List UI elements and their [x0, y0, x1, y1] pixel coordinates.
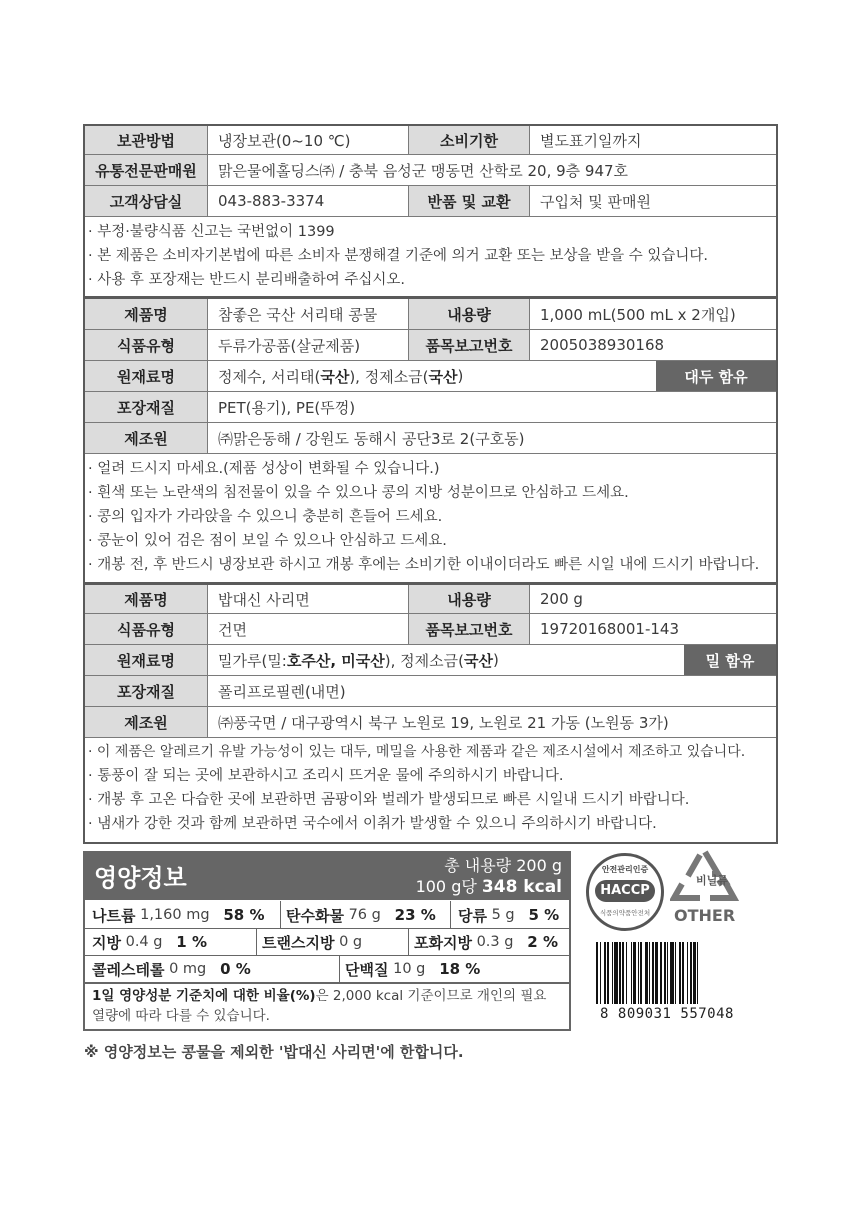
p2-package-label: 포장재질: [85, 676, 207, 706]
barcode-bar: [600, 942, 601, 1004]
barcode-bar: [612, 942, 613, 1004]
p2-type-label: 식품유형: [85, 614, 207, 644]
barcode-number: 8 809031 557048: [600, 1006, 734, 1022]
barcode-bar: [655, 942, 659, 1004]
storage-value: 냉장보관(0~10 ℃): [218, 131, 351, 150]
nutrient-fat: [92, 929, 207, 955]
barcode-bar: [596, 942, 598, 1004]
sodium-amount: 1,160 mg: [140, 907, 210, 923]
protein-amount: 10 g: [393, 961, 426, 977]
barcode-bar: [631, 942, 632, 1004]
sat-amount: 0.3 g: [476, 934, 514, 950]
distributor-value: 맑은물에홀딩스㈜ / 충북 음성군 맹동면 산학로 20, 9층 947호: [218, 161, 629, 180]
nutrition-footer-line2: 열량에 따라 다를 수 있습니다.: [92, 1008, 270, 1024]
carb-pct: 23 %: [394, 906, 436, 924]
general-note-2: · 본 제품은 소비자기본법에 따른 소비자 분쟁해결 기준에 의거 교환 또는 보상을 받을 수 있습니다.: [88, 248, 709, 264]
barcode-bar: [652, 942, 653, 1004]
p1-ing-d: 국산: [428, 367, 458, 386]
consult-value: 043-883-3374: [218, 192, 325, 210]
barcode-bar: [633, 942, 635, 1004]
nutrient-protein: [345, 956, 480, 982]
barcode-bar: [670, 942, 674, 1004]
p1-note-2: · 흰색 또는 노란색의 침전물이 있을 수 있으나 콩의 지방 성분이므로 안심하고 드세요.: [88, 485, 629, 501]
barcode-bar: [619, 942, 621, 1004]
barcode-bar: [614, 942, 618, 1004]
p1-name-label: 제품명: [85, 299, 207, 329]
p2-maker-label: 제조원: [85, 707, 207, 737]
sodium-name: 나트륨: [92, 906, 136, 925]
chol-pct: 0 %: [220, 960, 251, 978]
general-note-1: · 부정·불량식품 신고는 국번없이 1399: [88, 224, 335, 240]
general-note-3: · 사용 후 포장재는 반드시 분리배출하여 주십시오.: [88, 272, 406, 288]
expiry-label: 소비기한: [409, 126, 529, 154]
p1-volume-value: 1,000 mL(500 mL x 2개입): [540, 305, 736, 324]
sat-name: 포화지방: [414, 933, 472, 952]
p1-package-label: 포장재질: [85, 392, 207, 422]
p2-ing-e: ): [492, 651, 499, 669]
p2-note-2: · 통풍이 잘 되는 곳에 보관하시고 조리시 뜨거운 물에 주의하시기 바랍니다.: [88, 768, 564, 784]
p2-note-4: · 냄새가 강한 것과 함께 보관하면 국수에서 이취가 발생할 수 있으니 주의하시기 바랍니다.: [88, 816, 657, 832]
haccp-top-text: 안전관리인증: [601, 865, 649, 874]
nutrition-per: [330, 874, 562, 897]
fat-amount: 0.4 g: [125, 934, 163, 950]
p1-maker-label: 제조원: [85, 423, 207, 453]
trans-name: 트랜스지방: [262, 933, 335, 952]
fat-pct: 1 %: [176, 933, 207, 951]
p1-ing-a: 정제수, 서리태(: [218, 367, 321, 386]
p2-ingredients-value: [208, 645, 738, 675]
barcode-bar: [660, 942, 662, 1004]
nutrition-footer-rest: 은 2,000 kcal 기준이므로 개인의 필요: [315, 988, 547, 1004]
barcode-bar: [626, 942, 627, 1004]
barcode-bar: [687, 942, 688, 1004]
barcode: [592, 942, 742, 1030]
recycle-other: OTHER: [674, 906, 736, 925]
p2-name-value: 밥대신 사리면: [218, 590, 310, 609]
p1-ingredients-label: 원재료명: [85, 361, 207, 391]
haccp-main-text: HACCP: [595, 880, 655, 902]
haccp-bottom-text: 식품의약품안전처: [599, 909, 651, 917]
barcode-bar: [693, 942, 695, 1004]
nutrient-cholesterol: [92, 956, 251, 982]
return-label: 반품 및 교환: [409, 186, 529, 216]
p1-type-value: 두류가공품(살균제품): [218, 336, 361, 355]
p1-ing-b: 국산: [320, 367, 350, 386]
sat-pct: 2 %: [527, 933, 558, 951]
sugar-name: 당류: [458, 906, 487, 925]
recycle-label: 비닐류: [696, 874, 728, 887]
p2-report-value: 19720168001-143: [540, 620, 680, 638]
chol-amount: 0 mg: [169, 961, 207, 977]
p1-name-value: 참좋은 국산 서리태 콩물: [218, 305, 378, 324]
barcode-bar: [645, 942, 647, 1004]
barcode-bars: [596, 942, 736, 1004]
barcode-bar: [649, 942, 650, 1004]
p1-allergen-tag: 대두 함유: [656, 361, 776, 391]
nutrient-sugar: [458, 902, 559, 928]
barcode-bar: [638, 942, 639, 1004]
p2-maker-value: ㈜풍국면 / 대구광역시 북구 노원로 19, 노원로 21 가동 (노원동 3가): [218, 713, 669, 732]
p2-ing-d: 국산: [463, 651, 493, 670]
p1-ing-e: ): [457, 367, 464, 385]
p2-package-value: 폴리프로필렌(내면): [218, 682, 346, 701]
p1-volume-label: 내용량: [409, 299, 529, 329]
p1-maker-value: ㈜맑은동해 / 강원도 동해시 공단3로 2(구호동): [218, 429, 525, 448]
nutrition-kcal: 348 kcal: [481, 877, 562, 897]
p1-type-label: 식품유형: [85, 330, 207, 360]
p1-report-label: 품목보고번호: [409, 330, 529, 360]
trans-amount: 0 g: [339, 934, 363, 950]
nutrient-trans-fat: [262, 929, 362, 955]
protein-name: 단백질: [345, 960, 389, 979]
consult-label: 고객상담실: [85, 186, 207, 216]
barcode-bar: [679, 942, 681, 1004]
return-value: 구입처 및 판매원: [540, 192, 651, 211]
nutrition-per-prefix: 100 g당: [415, 877, 477, 896]
p2-volume-label: 내용량: [409, 585, 529, 613]
protein-pct: 18 %: [439, 960, 481, 978]
sugar-pct: 5 %: [528, 906, 560, 924]
sugar-amount: 5 g: [491, 907, 515, 923]
nutrition-footer-bold: 1일 영양성분 기준치에 대한 비율(%): [92, 988, 316, 1004]
nutrition-footer: [92, 986, 567, 1026]
p2-report-label: 품목보고번호: [409, 614, 529, 644]
nutrient-carb: [286, 902, 436, 928]
distributor-label: 유통전문판매원: [85, 155, 207, 185]
barcode-bar: [622, 942, 623, 1004]
p2-name-label: 제품명: [85, 585, 207, 613]
barcode-bar: [664, 942, 665, 1004]
expiry-value: 별도표기일까지: [540, 131, 642, 150]
nutrition-title: 영양정보: [94, 864, 187, 892]
p2-note-3: · 개봉 후 고온 다습한 곳에 보관하면 곰팡이와 벌레가 발생되므로 빠른 시일내 드시기 바랍니다.: [88, 792, 690, 808]
p1-ing-c: ), 정제소금(: [349, 367, 429, 386]
recycle-mark: [670, 846, 740, 926]
p2-allergen-tag: 밀 함유: [684, 645, 776, 675]
p1-note-4: · 콩눈이 있어 검은 점이 보일 수 있으나 안심하고 드세요.: [88, 533, 447, 549]
barcode-bar: [607, 942, 609, 1004]
p1-note-5: · 개봉 전, 후 반드시 냉장보관 하시고 개봉 후에는 소비기한 이내이더라도 빠른 시일 내에 드시기 바랍니다.: [88, 557, 760, 573]
fat-name: 지방: [92, 933, 121, 952]
p1-ingredients-value: [208, 361, 656, 391]
haccp-mark: [586, 853, 664, 931]
barcode-bar: [697, 942, 698, 1004]
nutrition-total: 총 내용량 200 g: [444, 856, 562, 875]
barcode-bar: [667, 942, 668, 1004]
p2-ing-a: 밀가루(밀:: [218, 651, 287, 670]
p1-note-1: · 얼려 드시지 마세요.(제품 성상이 변화될 수 있습니다.): [88, 461, 440, 477]
nutrient-sodium: [92, 902, 265, 928]
barcode-bar: [682, 942, 683, 1004]
barcode-bar: [690, 942, 692, 1004]
barcode-bar: [675, 942, 676, 1004]
storage-label: 보관방법: [85, 126, 207, 154]
chol-name: 콜레스테롤: [92, 960, 165, 979]
barcode-bar: [640, 942, 641, 1004]
sodium-pct: 58 %: [223, 906, 265, 924]
p2-volume-value: 200 g: [540, 590, 583, 608]
carb-name: 탄수화물: [286, 906, 344, 925]
p2-type-value: 건면: [218, 620, 247, 639]
p1-report-value: 2005038930168: [540, 336, 665, 354]
bottom-note: ※ 영양정보는 콩물을 제외한 '밥대신 사리면'에 한합니다.: [84, 1043, 464, 1061]
barcode-bar: [604, 942, 605, 1004]
p2-note-1: · 이 제품은 알레르기 유발 가능성이 있는 대두, 메밀을 사용한 제품과 같은 제조시설에서 제조하고 있습니다.: [88, 744, 746, 760]
p1-package-value: PET(용기), PE(뚜껑): [218, 398, 356, 417]
p2-ingredients-label: 원재료명: [85, 645, 207, 675]
p2-ing-b: 호주산, 미국산: [286, 651, 385, 670]
p1-note-3: · 콩의 입자가 가라앉을 수 있으니 충분히 흔들어 드세요.: [88, 509, 443, 525]
carb-amount: 76 g: [348, 907, 381, 923]
p2-ing-c: ), 정제소금(: [384, 651, 464, 670]
nutrient-sat-fat: [414, 929, 558, 955]
